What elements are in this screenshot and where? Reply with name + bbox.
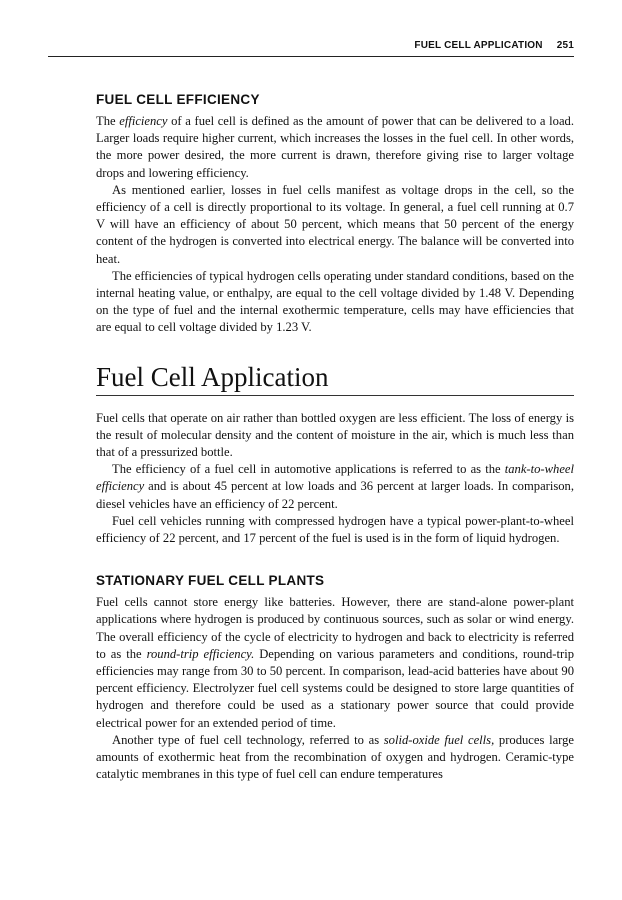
paragraph: Fuel cell vehicles running with compressed hydrogen have a typical power-plant-to-wheel efficiency of 22 percent, and 17 percent of the fuel is used is in the form of liquid hydrogen. [96, 513, 574, 546]
page-body [96, 92, 574, 784]
italic-term: tank-to-wheel efficiency [96, 462, 574, 494]
paragraph: The efficiency of a fuel cell is defined as the amount of power that can be delivered to a load. Larger loads require higher current, which increases the losses in the fuel cell. In other words, the more power desired, the more current is drawn, therefore giving rise to larger voltage drops and lowering efficiency. [96, 114, 574, 180]
paragraph: As mentioned earlier, losses in fuel cells manifest as voltage drops in the cell, so the efficiency of a cell is directly proportional to its voltage. In general, a fuel cell running at 0.7 V will have an efficiency of about 50 percent, which means that 50 percent of the energy content of the hydrogen is converted into electrical energy. The balance will be converted into heat. [96, 182, 574, 266]
section-heading-stationary-plants: STATIONARY FUEL CELL PLANTS [96, 573, 325, 589]
page-number: 251 [556, 40, 574, 51]
italic-term: efficiency [119, 114, 168, 128]
italic-term: round-trip efficiency. [146, 646, 255, 661]
section-heading-fuel-cell-efficiency: FUEL CELL EFFICIENCY [96, 92, 260, 107]
paragraph: The efficiencies of typical hydrogen cells operating under standard conditions, based on the internal heating value, or enthalpy, are equal to the cell voltage divided by 1.48 V. Depending on the type of fuel and the internal exothermic temperature, cells may have efficiencies that are equal to cell voltage divided by 1.23 V. [96, 268, 574, 335]
chapter-title: Fuel Cell Application [96, 361, 574, 396]
running-header [48, 40, 574, 57]
italic-term: solid-oxide fuel cells, [383, 732, 495, 747]
running-title: FUEL CELL APPLICATION [414, 40, 543, 51]
paragraph: Fuel cells that operate on air rather than bottled oxygen are less efficient. The loss of energy is the result of molecular density and the content of moisture in the air, which is much less than that of a pressurized bottle. [96, 410, 574, 460]
paragraph: Fuel cells cannot store energy like batteries. However, there are stand-alone power-plant applications where hydrogen is produced by continuous sources, such as solar or wind energy. The overall efficiency of the cycle of electricity to hydrogen and back to electricity is referred to as the round-trip efficiency. Depending on various parameters and conditions, round-trip efficiencies may range from 30 to 50 percent. In comparison, lead-acid batteries have about 90 percent efficiency. Electrolyzer fuel cell systems could be designed to store large quantities of hydrogen and therefore could be used as a stationary power source that could provide electrical power for an extended period of time. [96, 595, 574, 730]
paragraph: Another type of fuel cell technology, referred to as solid-oxide fuel cells, produces large amounts of exothermic heat from the recombination of oxygen and hydrogen. Ceramic-type catalytic membranes in this type of fuel cell can endure temperatures [96, 732, 575, 782]
paragraph: The efficiency of a fuel cell in automotive applications is referred to as the tank-to-wheel efficiency and is about 45 percent at low loads and 36 percent at larger loads. In comparison, diesel vehicles have an efficiency of 22 percent. [96, 462, 574, 511]
